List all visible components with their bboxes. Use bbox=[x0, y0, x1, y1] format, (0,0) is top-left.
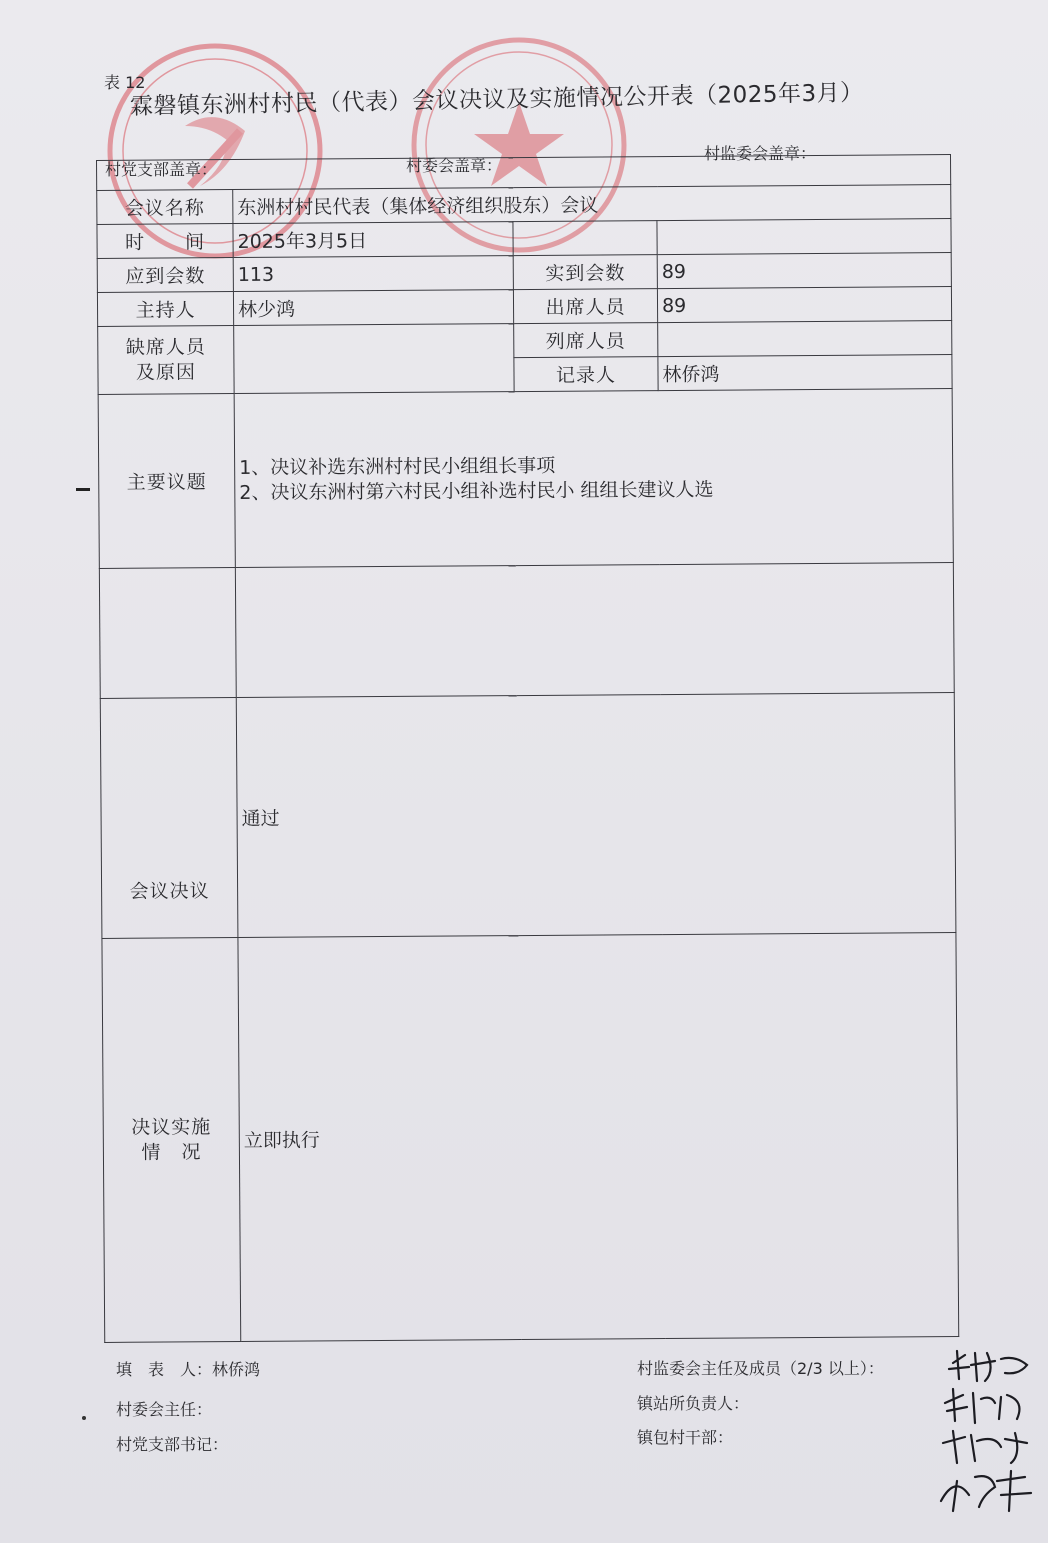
meeting-form-table bbox=[96, 154, 959, 1343]
filler-line bbox=[116, 1357, 260, 1380]
recorder-value: 林侨鸿 bbox=[658, 355, 952, 391]
committee-seal-label: 村委会盖章： bbox=[406, 156, 503, 175]
time-value: 2025年3月5日 bbox=[233, 222, 513, 258]
director-label: 村委会主任： bbox=[116, 1400, 213, 1419]
time-extra-value bbox=[657, 219, 951, 255]
resolution-label: 会议决议 bbox=[100, 698, 238, 939]
recorder-label: 记录人 bbox=[514, 357, 658, 392]
time-label: 时 间 bbox=[97, 224, 233, 259]
topics-cell bbox=[234, 389, 953, 568]
expected-label: 应到会数 bbox=[97, 258, 233, 293]
time-extra-cell bbox=[513, 221, 657, 256]
absent-label bbox=[98, 326, 234, 395]
observer-label: 列席人员 bbox=[514, 323, 658, 358]
pen-mark bbox=[76, 488, 90, 491]
document-title: 霖磐镇东洲村村民（代表）会议决议及实施情况公开表（2025年3月） bbox=[129, 79, 864, 120]
absent-label-line2: 及原因 bbox=[135, 360, 197, 384]
implementation-label-line1: 决议实施 bbox=[131, 1115, 212, 1139]
form-number: 表 12 bbox=[104, 73, 146, 92]
meeting-name-label: 会议名称 bbox=[97, 190, 233, 225]
implementation-value: 立即执行 bbox=[238, 933, 959, 1342]
blank-row-label bbox=[99, 568, 236, 699]
absent-value bbox=[234, 324, 514, 394]
blank-row-value bbox=[235, 563, 954, 698]
observer-value bbox=[658, 321, 952, 357]
host-value: 林少鸿 bbox=[233, 290, 513, 326]
host-label: 主持人 bbox=[97, 292, 233, 327]
absent-label-line1: 缺席人员 bbox=[125, 335, 206, 359]
supervision-seal-label: 村监委会盖章： bbox=[704, 144, 817, 163]
station-label: 镇站所负责人： bbox=[637, 1394, 750, 1413]
party-seal-label: 村党支部盖章： bbox=[105, 160, 218, 179]
topic-item-1: 1、决议补选东洲村村民小组组长事项 bbox=[239, 454, 556, 479]
filler-label: 填 表 人： bbox=[116, 1360, 213, 1379]
topic-item-2: 2、决议东洲村第六村民小组补选村民小 组组长建议人选 bbox=[239, 478, 714, 504]
actual-value: 89 bbox=[657, 253, 951, 289]
actual-label: 实到会数 bbox=[513, 255, 657, 290]
implementation-label-line2: 情 况 bbox=[141, 1140, 202, 1164]
present-label: 出席人员 bbox=[513, 289, 657, 324]
resolution-value: 通过 bbox=[236, 693, 956, 938]
implementation-label bbox=[102, 938, 241, 1343]
present-value: 89 bbox=[657, 287, 951, 323]
handwritten-signatures bbox=[935, 1345, 1045, 1515]
pen-dot bbox=[82, 1416, 86, 1420]
expected-value: 113 bbox=[233, 256, 513, 292]
supervisors-label: 村监委会主任及成员（2/3 以上）： bbox=[637, 1359, 884, 1378]
secretary-label: 村党支部书记： bbox=[116, 1435, 229, 1454]
topics-label: 主要议题 bbox=[98, 394, 235, 569]
meeting-name-value: 东洲村村民代表（集体经济组织股东）会议 bbox=[233, 185, 951, 224]
cadre-label: 镇包村干部： bbox=[637, 1428, 734, 1447]
filler-value: 林侨鸿 bbox=[212, 1360, 261, 1379]
